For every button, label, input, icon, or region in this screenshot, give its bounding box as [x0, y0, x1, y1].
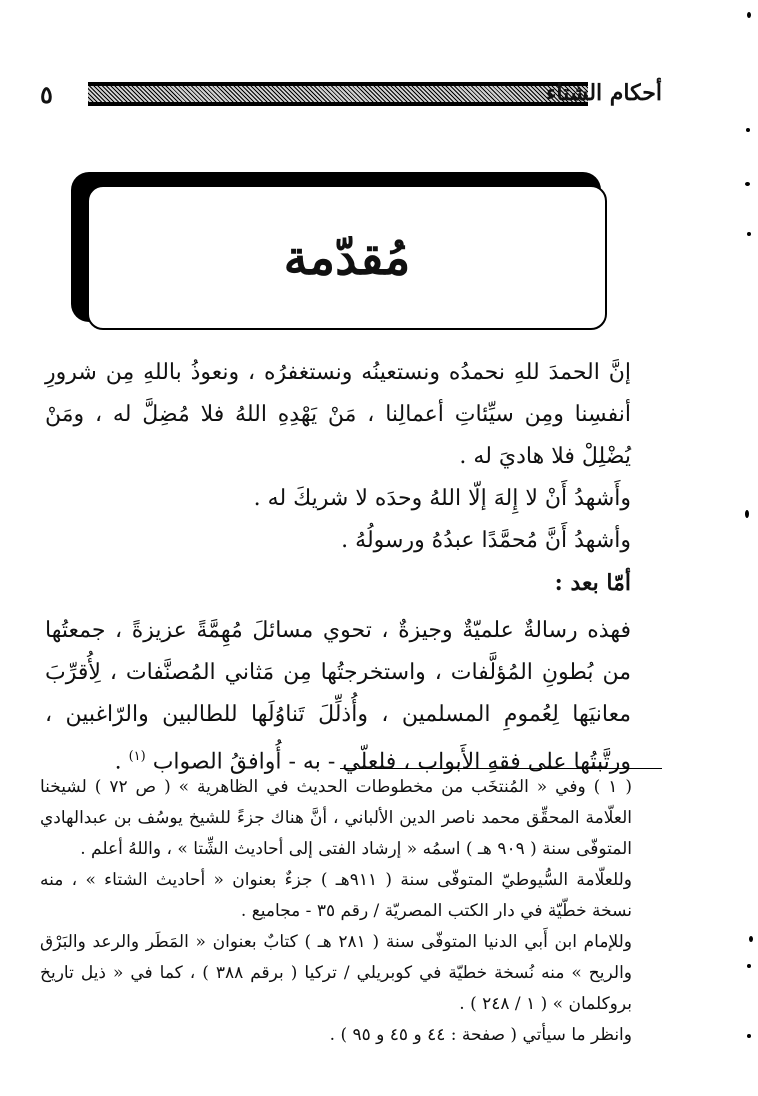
- amma-bad-heading: أمّا بعد :: [554, 570, 631, 596]
- footnote-4: وانظر ما سيأتي ( صفحة : ٤٤ و ٤٥ و ٩٥ ) .: [329, 1025, 632, 1045]
- footnote-reference: (١): [128, 749, 146, 764]
- header-ornament-bar: [88, 82, 588, 106]
- intro-paragraph: [45, 610, 665, 783]
- scan-mark: [747, 964, 751, 968]
- intro-paragraph-text: فهذه رسالةٌ علميّةٌ وجيزةٌ ، تحوي مسائلَ مُهِمَّةً عزيزةً ، جمعتُها من بُطونِ المُؤلَّفات ، واستخرجتُها مِن مَثاني المُصنَّفات ، لِأُقرِّبَ معانيَها لِعُمومِ المسلمين ، وأُذلِّلَ تَناوُلَها للطالبين والرّاغبين ، ورتَّبتُها على فقهِ الأَبواب ، فلعلّي - به - أُوافقُ الصواب: [45, 618, 631, 775]
- page-number: ٥: [40, 80, 53, 109]
- opening-line: إنَّ الحمدَ للهِ نحمدُه ونستعينُه ونستغفرُه ، ونعوذُ باللهِ مِن شرورِ أنفسِنا ومِن سيِّئاتِ أعمالِنا ، مَنْ يَهْدِهِ اللهُ فلا مُضِلَّ له ، ومَنْ يُضْلِلْ فلا هاديَ له .: [45, 360, 631, 469]
- scan-mark: [745, 510, 749, 518]
- main-text: [45, 352, 665, 783]
- scan-mark: [749, 936, 753, 942]
- running-title: أحكام الشتاء: [546, 80, 662, 106]
- title-frame: [87, 185, 607, 330]
- scan-mark: [747, 1034, 751, 1038]
- scan-mark: [747, 12, 751, 18]
- testimony-line-2: وأشهدُ أَنَّ مُحمَّدًا عبدُهُ ورسولُهُ .: [341, 528, 631, 553]
- footnote-separator: [340, 768, 662, 769]
- footnote-2: وللعلّامة السُّيوطيّ المتوفّى سنة ( ٩١١هـ ) جزءٌ بعنوان « أحاديث الشتاء » ، منه نسخة خطّيّة في دار الكتب المصريّة / رقم ٣٥ - مجاميع .: [40, 870, 632, 921]
- chapter-title: مُقدّمة: [283, 229, 411, 286]
- paragraph-end: .: [114, 749, 129, 775]
- footnote-3: وللإمام ابن أَبي الدنيا المتوفّى سنة ( ٢٨١ هـ ) كتابٌ بعنوان « المَطَر والرعد والبَرْق والريح » منه نُسخة خطيّة في كوبريلي / تركيا ( برقم ٣٨٨ ) ، كما في « ذيل تاريخ بروكلمان » ( ١ / ٢٤٨ ) .: [40, 932, 632, 1014]
- scan-mark: [745, 182, 750, 186]
- footnotes: [40, 772, 666, 1051]
- running-header: [40, 78, 662, 112]
- scan-mark: [746, 128, 750, 132]
- testimony-line-1: وأَشهدُ أَنْ لا إِلهَ إلّا اللهُ وحدَه لا شريكَ له .: [253, 486, 631, 511]
- scan-mark: [747, 232, 751, 236]
- footnote-1: ( ١ ) وفي « المُنتخَب من مخطوطات الحديث في الظاهرية » ( ص ٧٢ ) لشيخنا العلّامة المحقِّق محمد ناصر الدين الألباني ، أنَّ هناك جزءً للشيخ يوسُف بن عبدالهادي المتوفّى سنة ( ٩٠٩ هـ ) اسمُه « إرشاد الفتى إلى أحاديث الشِّتا » ، واللهُ أعلم .: [40, 777, 632, 859]
